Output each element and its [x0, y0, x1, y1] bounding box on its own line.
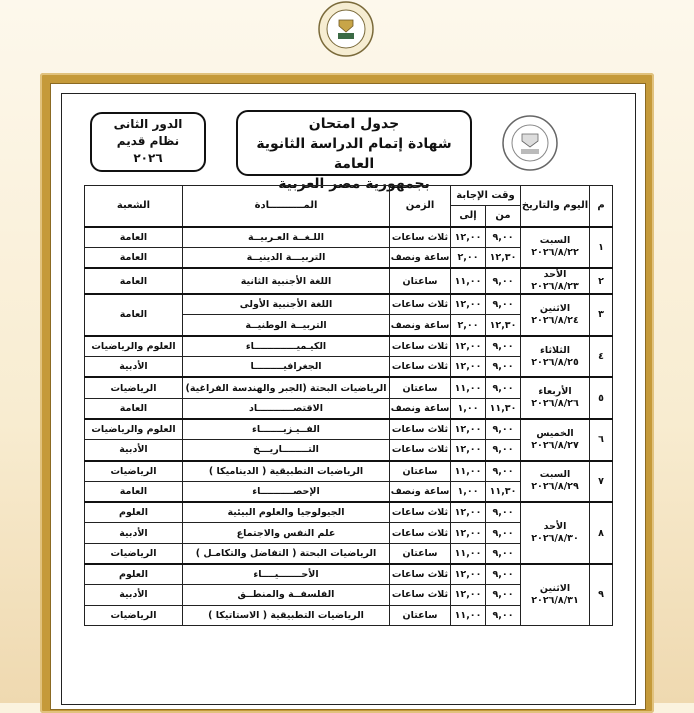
- header-day-date: اليوم والتاريخ: [521, 186, 590, 227]
- row-day-date: [521, 268, 590, 294]
- row-number: ١: [590, 227, 613, 269]
- row-branch: العلوم والرياضيات: [85, 336, 183, 357]
- row-subject: الفــيـزيـــــــاء: [183, 419, 390, 440]
- row-duration: ساعتان: [390, 377, 451, 398]
- row-date: ٢٠٢٦/٨/٢٥: [531, 356, 579, 368]
- sheet-border: [61, 93, 636, 705]
- header-answer-time: وقت الإجابة: [451, 186, 521, 206]
- row-number: ٣: [590, 294, 613, 336]
- header-subject: المــــــــــادة: [183, 186, 390, 227]
- row-subject: الإحصــــــــــاء: [183, 481, 390, 502]
- row-branch: العامة: [85, 268, 183, 294]
- row-subject: الرياضيات البحتة ( التفاضل والتكامـل ): [183, 543, 390, 564]
- row-time-to: ١,٠٠: [451, 481, 486, 502]
- row-duration: ثلاث ساعات: [390, 523, 451, 543]
- row-subject: الرياضيات التطبيقية ( الاستاتيكا ): [183, 605, 390, 625]
- row-time-from: ٩,٠٠: [486, 461, 521, 482]
- row-time-to: ١١,٠٠: [451, 461, 486, 482]
- row-time-from: ١٢,٣٠: [486, 315, 521, 336]
- session-info-box: [90, 112, 206, 172]
- row-duration: ثلاث ساعات: [390, 585, 451, 605]
- row-time-to: ١,٠٠: [451, 398, 486, 419]
- row-day-date: [521, 461, 590, 503]
- row-duration: ساعتان: [390, 461, 451, 482]
- row-day: الاثنين: [539, 302, 571, 314]
- row-time-to: ١١,٠٠: [451, 605, 486, 625]
- row-branch: العامة: [85, 247, 183, 268]
- session-label: الدور الثانى: [113, 117, 183, 131]
- table-row: [85, 461, 613, 482]
- header-duration: الزمن: [390, 186, 451, 227]
- table-row: [85, 227, 613, 248]
- row-subject: الاقتصـــــــــــاد: [183, 398, 390, 419]
- row-branch: العامة: [85, 398, 183, 419]
- row-day: الاثنين: [539, 582, 571, 594]
- row-time-to: ١٢,٠٠: [451, 440, 486, 461]
- row-time-to: ١٢,٠٠: [451, 502, 486, 523]
- row-time-from: ٩,٠٠: [486, 336, 521, 357]
- row-day-date: [521, 227, 590, 269]
- row-subject: الأحـــــــيــــاء: [183, 564, 390, 585]
- row-time-from: ٩,٠٠: [486, 585, 521, 605]
- row-branch: الرياضيات: [85, 543, 183, 564]
- row-day-date: [521, 336, 590, 378]
- row-duration: ثلاث ساعات: [390, 294, 451, 315]
- row-time-from: ٩,٠٠: [486, 294, 521, 315]
- year-label: ٢٠٢٦: [133, 151, 163, 165]
- exam-schedule-table: [84, 185, 613, 626]
- row-subject: اللغة الأجنبية الثانية: [183, 268, 390, 294]
- row-branch: الأدبية: [85, 585, 183, 605]
- row-time-from: ٩,٠٠: [486, 523, 521, 543]
- row-branch: العلوم: [85, 502, 183, 523]
- row-day-date: [521, 419, 590, 461]
- row-duration: ساعة ونصف: [390, 398, 451, 419]
- row-time-to: ١٢,٠٠: [451, 523, 486, 543]
- row-branch: الرياضيات: [85, 605, 183, 625]
- row-subject: الكيـميـــــــــــــاء: [183, 336, 390, 357]
- title-line-2: شهادة إتمام الدراسة الثانوية العامة: [256, 136, 452, 172]
- row-time-to: ١٢,٠٠: [451, 564, 486, 585]
- row-time-from: ١١,٣٠: [486, 481, 521, 502]
- row-number: ٤: [590, 336, 613, 378]
- row-day: السبت: [539, 235, 571, 247]
- row-time-from: ١٢,٣٠: [486, 247, 521, 268]
- title-line-1: جدول امتحان: [308, 116, 400, 132]
- row-subject: علم النفس والاجتماع: [183, 523, 390, 543]
- table-row: [85, 502, 613, 523]
- table-body: [85, 227, 613, 626]
- row-time-from: ٩,٠٠: [486, 440, 521, 461]
- row-time-from: ٩,٠٠: [486, 502, 521, 523]
- row-subject: التربيـــة الدينيــة: [183, 247, 390, 268]
- row-date: ٢٠٢٦/٨/٢٤: [531, 314, 579, 326]
- row-day-date: [521, 294, 590, 336]
- row-date: ٢٠٢٦/٨/٢٦: [531, 398, 579, 410]
- row-time-from: ٩,٠٠: [486, 227, 521, 248]
- ministry-seal-logo: [309, 0, 383, 58]
- row-subject: الرياضيات البحتة (الجبر والهندسة الفراغية): [183, 377, 390, 398]
- row-date: ٢٠٢٦/٨/٢٧: [531, 439, 579, 451]
- row-day: الخميس: [536, 427, 574, 439]
- row-time-from: ٩,٠٠: [486, 419, 521, 440]
- document-frame: [40, 73, 654, 713]
- row-subject: التــــــــاريـــخ: [183, 440, 390, 461]
- row-time-to: ١١,٠٠: [451, 268, 486, 294]
- table-row: [85, 419, 613, 440]
- ministry-seal-logo: [494, 114, 566, 172]
- row-number: ٩: [590, 564, 613, 625]
- row-duration: ثلاث ساعات: [390, 440, 451, 461]
- row-date: ٢٠٢٦/٨/٣١: [531, 594, 579, 606]
- row-number: ٦: [590, 419, 613, 461]
- table-row: [85, 377, 613, 398]
- exam-schedule-sheet: [50, 83, 646, 710]
- row-day-date: [521, 564, 590, 625]
- row-subject: اللغة الأجنبية الأولى: [183, 294, 390, 315]
- row-day-date: [521, 377, 590, 419]
- row-branch: الرياضيات: [85, 461, 183, 482]
- row-time-from: ٩,٠٠: [486, 377, 521, 398]
- row-time-from: ٩,٠٠: [486, 564, 521, 585]
- row-branch: العامة: [85, 294, 183, 336]
- row-time-to: ١٢,٠٠: [451, 336, 486, 357]
- row-duration: ساعة ونصف: [390, 247, 451, 268]
- row-subject: الفلسفــة والمنطــق: [183, 585, 390, 605]
- row-day-date: [521, 502, 590, 564]
- table-row: [85, 564, 613, 585]
- row-number: ٨: [590, 502, 613, 564]
- row-subject: التربيــة الوطنيــة: [183, 315, 390, 336]
- row-subject: الجغرافيـــــــــا: [183, 357, 390, 378]
- row-day: الأحد: [543, 269, 567, 281]
- row-time-to: ٢,٠٠: [451, 315, 486, 336]
- title-line-3: بجمهورية مصر العربية: [278, 176, 430, 192]
- row-duration: ثلاث ساعات: [390, 227, 451, 248]
- row-number: ٥: [590, 377, 613, 419]
- row-branch: العامة: [85, 227, 183, 248]
- row-day: السبت: [539, 469, 571, 481]
- header-num: م: [590, 186, 613, 227]
- row-time-to: ١٢,٠٠: [451, 227, 486, 248]
- row-branch: الأدبية: [85, 357, 183, 378]
- row-time-to: ١١,٠٠: [451, 543, 486, 564]
- row-time-to: ١٢,٠٠: [451, 585, 486, 605]
- row-time-from: ٩,٠٠: [486, 605, 521, 625]
- table-row: [85, 294, 613, 315]
- row-duration: ساعة ونصف: [390, 315, 451, 336]
- table-row: [85, 336, 613, 357]
- row-number: ٢: [590, 268, 613, 294]
- row-day: الأحد: [543, 521, 567, 533]
- row-duration: ثلاث ساعات: [390, 336, 451, 357]
- row-time-to: ١٢,٠٠: [451, 294, 486, 315]
- row-duration: ثلاث ساعات: [390, 502, 451, 523]
- row-subject: الرياضيات التطبيقية ( الديناميكا ): [183, 461, 390, 482]
- table-row: [85, 268, 613, 294]
- row-date: ٢٠٢٦/٨/٣٠: [531, 533, 579, 545]
- row-date: ٢٠٢٦/٨/٢٢: [531, 247, 579, 259]
- row-duration: ساعتان: [390, 543, 451, 564]
- title-box: [236, 110, 472, 192]
- row-branch: الأدبية: [85, 523, 183, 543]
- system-label: نظام قديم: [116, 134, 180, 148]
- row-time-from: ٩,٠٠: [486, 268, 521, 294]
- row-branch: العلوم: [85, 564, 183, 585]
- header-to: إلى: [451, 206, 486, 227]
- row-time-to: ١٢,٠٠: [451, 419, 486, 440]
- row-subject: اللـغــة العـربيــة: [183, 227, 390, 248]
- row-duration: ساعة ونصف: [390, 481, 451, 502]
- row-day: الأربعاء: [538, 386, 572, 398]
- row-time-to: ١١,٠٠: [451, 377, 486, 398]
- row-number: ٧: [590, 461, 613, 503]
- row-time-from: ٩,٠٠: [486, 357, 521, 378]
- row-duration: ثلاث ساعات: [390, 419, 451, 440]
- row-time-to: ٢,٠٠: [451, 247, 486, 268]
- row-subject: الجيولوجيا والعلوم البيئية: [183, 502, 390, 523]
- row-day: الثلاثاء: [540, 344, 570, 356]
- header-branch: الشعبة: [85, 186, 183, 227]
- row-duration: ثلاث ساعات: [390, 357, 451, 378]
- row-time-from: ١١,٣٠: [486, 398, 521, 419]
- row-date: ٢٠٢٦/٨/٢٣: [531, 281, 579, 293]
- row-time-to: ١٢,٠٠: [451, 357, 486, 378]
- row-date: ٢٠٢٦/٨/٢٩: [531, 481, 579, 493]
- row-time-from: ٩,٠٠: [486, 543, 521, 564]
- header-from: من: [486, 206, 521, 227]
- row-branch: الأدبية: [85, 440, 183, 461]
- row-duration: ساعتان: [390, 605, 451, 625]
- row-branch: العلوم والرياضيات: [85, 419, 183, 440]
- row-duration: ساعتان: [390, 268, 451, 294]
- row-branch: العامة: [85, 481, 183, 502]
- row-duration: ثلاث ساعات: [390, 564, 451, 585]
- row-branch: الرياضيات: [85, 377, 183, 398]
